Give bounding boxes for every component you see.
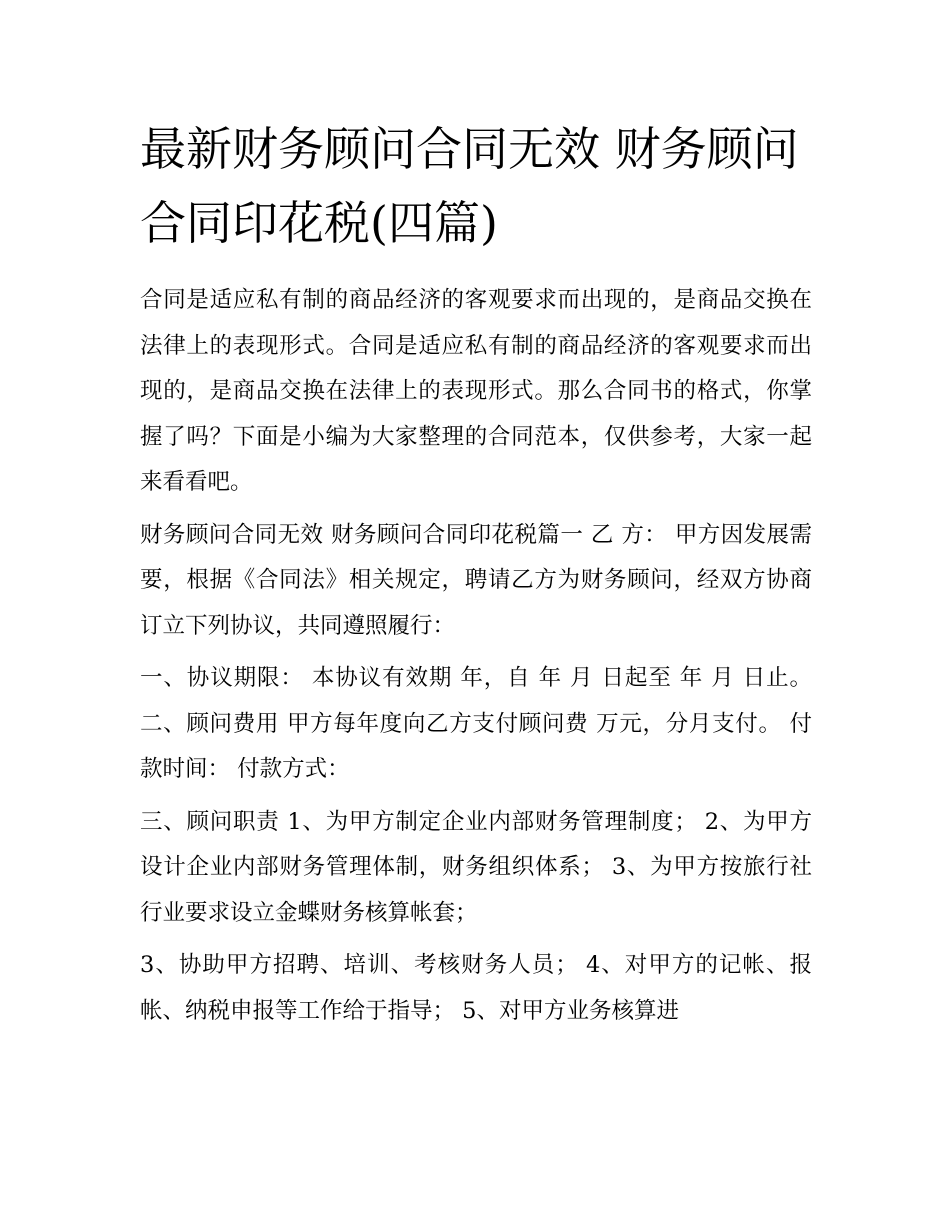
paragraph-advisor-duties: 三、顾问职责 1、为甲方制定企业内部财务管理制度； 2、为甲方设计企业内部财务管理体制，财务组织体系； 3、为甲方按旅行社行业要求设立金蝶财务核算帐套；	[140, 808, 812, 926]
document-title: 最新财务顾问合同无效 财务顾问合同印花税(四篇)	[140, 122, 799, 250]
paragraph-duties-continued: 3、协助甲方招聘、培训、考核财务人员； 4、对甲方的记帐、报帐、纳税申报等工作给于指导； 5、对甲方业务核算进	[140, 952, 812, 1024]
document-body	[140, 278, 812, 1041]
paragraph-term-and-fees: 一、协议期限： 本协议有效期 年，自 年 月 日起至 年 月 日止。 二、顾问费用 甲方每年度向乙方支付顾问费 万元，分月支付。 付款时间： 付款方式：	[140, 665, 812, 782]
paragraph-intro: 合同是适应私有制的商品经济的客观要求而出现的，是商品交换在法律上的表现形式。合同是适应私有制的商品经济的客观要求而出现的，是商品交换在法律上的表现形式。那么合同书的格式，你掌握了吗？下面是小编为大家整理的合同范本，仅供参考，大家一起来看看吧。	[140, 287, 812, 495]
paragraph-contract-opening: 财务顾问合同无效 财务顾问合同印花税篇一 乙 方： 甲方因发展需要，根据《合同法》相关规定，聘请乙方为财务顾问，经双方协商订立下列协议，共同遵照履行：	[140, 521, 812, 639]
